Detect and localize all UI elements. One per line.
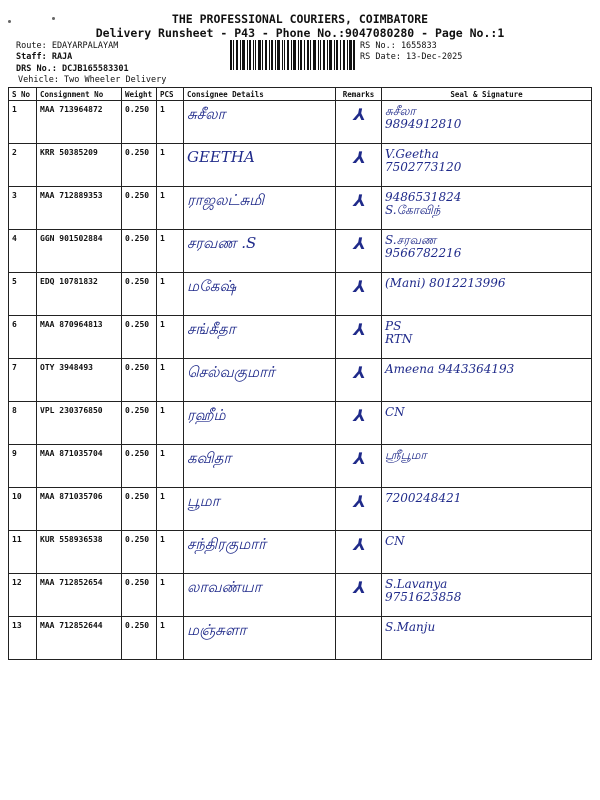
seal-signature-cell: [382, 230, 592, 273]
seal-signature-cell: [382, 574, 592, 617]
consignment-number: MAA 713964872: [37, 101, 122, 144]
col-header-consignment: Consignment No: [37, 88, 122, 101]
handwritten-signature-line: ஸ்ரீபூமா: [385, 448, 427, 462]
consignee-handwritten-name: சந்திரகுமார்: [187, 535, 266, 553]
handwritten-signature-line: V.Geetha: [385, 147, 439, 161]
consignee-handwritten-name: கவிதா: [187, 449, 232, 467]
consignee-details: [184, 402, 336, 445]
consignee-handwritten-name: ரஹீம்: [187, 406, 226, 424]
serial-number: 2: [9, 144, 37, 187]
rs-number: RS No.: 1655833: [360, 41, 437, 51]
delivered-tick-mark: ⅄: [352, 320, 365, 339]
remarks-cell: [336, 402, 382, 445]
weight-value: 0.250: [122, 617, 157, 660]
serial-number: 3: [9, 187, 37, 230]
company-title: THE PROFESSIONAL COURIERS, COIMBATORE: [171, 12, 429, 26]
handwritten-signature-line: 9566782216: [385, 246, 462, 261]
delivered-tick-mark: ⅄: [352, 363, 365, 382]
table-row: [9, 488, 592, 531]
route-label: Route: EDAYARPALAYAM: [16, 41, 119, 51]
consignee-handwritten-name: மஞ்சுளா: [187, 621, 247, 639]
consignee-handwritten-name: சங்கீதா: [187, 320, 236, 338]
seal-signature-cell: [382, 359, 592, 402]
handwritten-signature-line: S.சரவண: [385, 233, 437, 247]
remarks-cell: [336, 531, 382, 574]
handwritten-signature-line: 9751623858: [385, 590, 462, 605]
pcs-value: 1: [157, 402, 184, 445]
remarks-cell: [336, 230, 382, 273]
remarks-cell: [336, 316, 382, 359]
pcs-value: 1: [157, 101, 184, 144]
scan-speck: [52, 17, 55, 20]
remarks-cell: [336, 617, 382, 660]
delivered-tick-mark: ⅄: [352, 105, 365, 124]
serial-number: 10: [9, 488, 37, 531]
vehicle-label: Vehicle: Two Wheeler Delivery: [18, 75, 167, 85]
consignment-number: GGN 901502884: [37, 230, 122, 273]
seal-signature-cell: [382, 316, 592, 359]
consignee-handwritten-name: லாவண்யா: [187, 578, 262, 596]
handwritten-signature-line: 9486531824: [385, 190, 462, 204]
handwritten-signature-line: PS: [385, 319, 402, 333]
rs-date: RS Date: 13-Dec-2025: [360, 52, 463, 62]
pcs-value: 1: [157, 574, 184, 617]
weight-value: 0.250: [122, 187, 157, 230]
pcs-value: 1: [157, 445, 184, 488]
handwritten-signature-line: CN: [385, 405, 405, 419]
barcode-image: [230, 40, 355, 70]
consignment-number: MAA 712852654: [37, 574, 122, 617]
pcs-value: 1: [157, 531, 184, 574]
consignee-details: [184, 230, 336, 273]
consignee-details: [184, 359, 336, 402]
scan-speck: [8, 20, 11, 23]
consignment-number: KRR 50385209: [37, 144, 122, 187]
consignee-details: [184, 531, 336, 574]
remarks-cell: [336, 101, 382, 144]
col-header-consignee: Consignee Details: [184, 88, 336, 101]
delivered-tick-mark: ⅄: [352, 449, 365, 468]
consignment-number: KUR 558936538: [37, 531, 122, 574]
handwritten-signature-line: RTN: [385, 332, 413, 347]
handwritten-signature-line: S.Lavanya: [385, 577, 448, 591]
col-header-sno: S No: [9, 88, 37, 101]
col-header-pcs: PCS: [157, 88, 184, 101]
consignee-details: [184, 574, 336, 617]
weight-value: 0.250: [122, 144, 157, 187]
serial-number: 4: [9, 230, 37, 273]
weight-value: 0.250: [122, 488, 157, 531]
seal-signature-cell: [382, 402, 592, 445]
weight-value: 0.250: [122, 574, 157, 617]
consignee-details: [184, 316, 336, 359]
seal-signature-cell: [382, 187, 592, 230]
consignment-number: OTY 3948493: [37, 359, 122, 402]
serial-number: 1: [9, 101, 37, 144]
serial-number: 5: [9, 273, 37, 316]
weight-value: 0.250: [122, 359, 157, 402]
consignee-handwritten-name: சுசீலா: [187, 105, 226, 123]
handwritten-signature-line: சுசீலா: [385, 104, 416, 118]
delivered-tick-mark: ⅄: [352, 578, 365, 597]
drs-number: DRS No.: DCJB165583301: [16, 64, 129, 74]
weight-value: 0.250: [122, 445, 157, 488]
table-row: [9, 144, 592, 187]
remarks-cell: [336, 273, 382, 316]
serial-number: 12: [9, 574, 37, 617]
delivered-tick-mark: ⅄: [352, 234, 365, 253]
col-header-remarks: Remarks: [336, 88, 382, 101]
seal-signature-cell: [382, 273, 592, 316]
consignee-details: [184, 445, 336, 488]
handwritten-signature-line: Ameena 9443364193: [385, 362, 515, 376]
seal-signature-cell: [382, 531, 592, 574]
remarks-cell: [336, 574, 382, 617]
delivered-tick-mark: ⅄: [352, 535, 365, 554]
col-header-weight: Weight: [122, 88, 157, 101]
table-row: [9, 101, 592, 144]
handwritten-signature-line: 7200248421: [385, 491, 462, 505]
consignment-number: MAA 871035704: [37, 445, 122, 488]
pcs-value: 1: [157, 187, 184, 230]
table-row: [9, 316, 592, 359]
handwritten-signature-line: 7502773120: [385, 160, 462, 175]
weight-value: 0.250: [122, 101, 157, 144]
pcs-value: 1: [157, 359, 184, 402]
weight-value: 0.250: [122, 402, 157, 445]
pcs-value: 1: [157, 488, 184, 531]
seal-signature-cell: [382, 445, 592, 488]
consignee-handwritten-name: பூமா: [187, 492, 220, 510]
consignee-details: [184, 187, 336, 230]
delivered-tick-mark: ⅄: [352, 148, 365, 167]
seal-signature-cell: [382, 144, 592, 187]
consignee-details: [184, 617, 336, 660]
consignment-number: MAA 712852644: [37, 617, 122, 660]
consignment-number: MAA 870964813: [37, 316, 122, 359]
table-row: [9, 187, 592, 230]
remarks-cell: [336, 187, 382, 230]
handwritten-signature-line: S.Manju: [385, 620, 436, 634]
delivered-tick-mark: ⅄: [352, 492, 365, 511]
pcs-value: 1: [157, 144, 184, 187]
weight-value: 0.250: [122, 531, 157, 574]
pcs-value: 1: [157, 230, 184, 273]
staff-label: Staff: RAJA: [16, 52, 73, 62]
consignee-details: [184, 488, 336, 531]
table-row: [9, 445, 592, 488]
consignee-details: [184, 101, 336, 144]
table-row: [9, 273, 592, 316]
table-row: [9, 617, 592, 660]
serial-number: 11: [9, 531, 37, 574]
delivered-tick-mark: ⅄: [352, 277, 365, 296]
consignment-number: MAA 871035706: [37, 488, 122, 531]
seal-signature-cell: [382, 101, 592, 144]
seal-signature-cell: [382, 488, 592, 531]
remarks-cell: [336, 144, 382, 187]
table-header-row: [9, 88, 592, 101]
consignment-number: VPL 230376850: [37, 402, 122, 445]
handwritten-signature-line: S.கோவிந்: [385, 203, 441, 218]
seal-signature-cell: [382, 617, 592, 660]
pcs-value: 1: [157, 273, 184, 316]
table-row: [9, 574, 592, 617]
remarks-cell: [336, 359, 382, 402]
table-row: [9, 402, 592, 445]
pcs-value: 1: [157, 316, 184, 359]
serial-number: 13: [9, 617, 37, 660]
consignment-number: MAA 712889353: [37, 187, 122, 230]
col-header-seal: Seal & Signature: [382, 88, 592, 101]
consignee-handwritten-name: மகேஷ்: [187, 277, 237, 295]
consignment-number: EDQ 10781832: [37, 273, 122, 316]
serial-number: 9: [9, 445, 37, 488]
consignee-handwritten-name: ராஜலட்சுமி: [187, 191, 265, 209]
handwritten-signature-line: 9894912810: [385, 117, 462, 132]
consignee-handwritten-name: சரவண .S: [187, 234, 257, 252]
runsheet-subtitle: Delivery Runsheet - P43 - Phone No.:9047080280 - Page No.:1: [95, 26, 505, 40]
handwritten-signature-line: (Mani) 8012213996: [385, 276, 506, 290]
consignee-handwritten-name: செல்வகுமார்: [187, 363, 275, 381]
weight-value: 0.250: [122, 230, 157, 273]
serial-number: 8: [9, 402, 37, 445]
consignee-details: [184, 144, 336, 187]
table-row: [9, 230, 592, 273]
runsheet-table: [8, 87, 592, 660]
table-row: [9, 531, 592, 574]
consignee-handwritten-name: GEETHA: [187, 148, 255, 166]
remarks-cell: [336, 488, 382, 531]
delivered-tick-mark: ⅄: [352, 406, 365, 425]
serial-number: 7: [9, 359, 37, 402]
handwritten-signature-line: CN: [385, 534, 405, 548]
serial-number: 6: [9, 316, 37, 359]
remarks-cell: [336, 445, 382, 488]
pcs-value: 1: [157, 617, 184, 660]
delivered-tick-mark: ⅄: [352, 191, 365, 210]
consignee-details: [184, 273, 336, 316]
weight-value: 0.250: [122, 316, 157, 359]
weight-value: 0.250: [122, 273, 157, 316]
table-row: [9, 359, 592, 402]
